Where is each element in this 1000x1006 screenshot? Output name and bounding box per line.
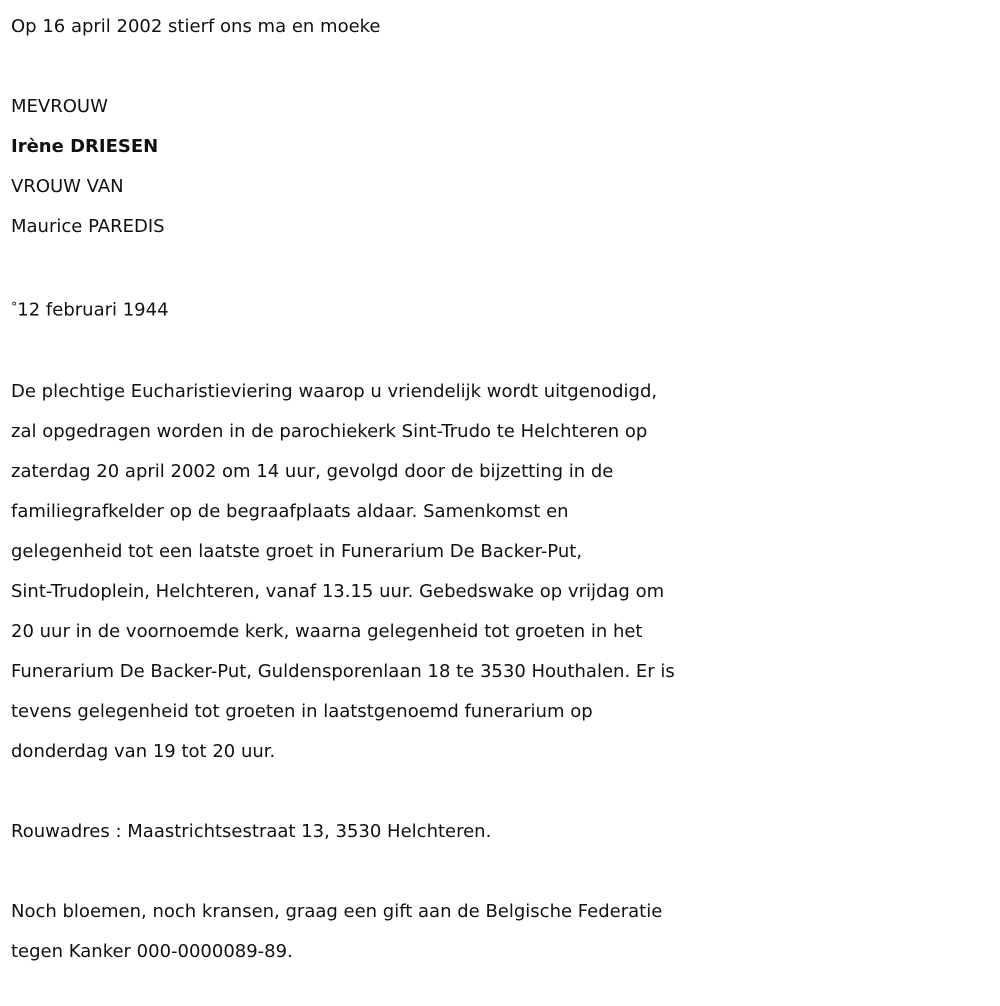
deceased-name: Irène DRIESEN bbox=[11, 136, 159, 157]
birth-date: 12 februari 1944 bbox=[17, 299, 169, 321]
ceremony-line: gelegenheid tot een laatste groet in Funerarium De Backer-Put, bbox=[11, 541, 583, 563]
ceremony-line: familiegrafkelder op de begraafplaats aldaar. Samenkomst en bbox=[11, 501, 569, 523]
ceremony-line: Sint-Trudoplein, Helchteren, vanaf 13.15 uur. Gebedswake op vrijdag om bbox=[11, 581, 665, 603]
relation-text: VROUW VAN bbox=[11, 176, 124, 197]
ceremony-line: zal opgedragen worden in de parochiekerk Sint-Trudo te Helchteren op bbox=[11, 421, 648, 443]
spacer bbox=[11, 330, 991, 372]
spouse-name: Maurice PAREDIS bbox=[11, 216, 165, 237]
spacer bbox=[11, 852, 991, 892]
ceremony-line: Funerarium De Backer-Put, Guldensporenlaan 18 te 3530 Houthalen. Er is bbox=[11, 661, 675, 683]
ceremony-line: zaterdag 20 april 2002 om 14 uur, gevolgd door de bijzetting in de bbox=[11, 461, 614, 483]
flowers-paragraph bbox=[11, 892, 991, 972]
spacer bbox=[11, 772, 991, 812]
ceremony-line: donderdag van 19 tot 20 uur. bbox=[11, 741, 276, 763]
title-text: MEVROUW bbox=[11, 96, 108, 117]
flowers-line: tegen Kanker 000-0000089-89. bbox=[11, 941, 293, 963]
obituary-notice bbox=[11, 7, 991, 972]
spacer bbox=[11, 47, 991, 87]
birth-line bbox=[11, 287, 991, 330]
flowers-line: Noch bloemen, noch kransen, graag een gift aan de Belgische Federatie bbox=[11, 901, 663, 923]
mourning-address: Rouwadres : Maastrichtsestraat 13, 3530 Helchteren. bbox=[11, 821, 492, 843]
birth-symbol: ° bbox=[11, 299, 18, 314]
ceremony-line: tevens gelegenheid tot groeten in laatstgenoemd funerarium op bbox=[11, 701, 593, 723]
intro-text: Op 16 april 2002 stierf ons ma en moeke bbox=[11, 16, 381, 37]
spacer bbox=[11, 247, 991, 287]
ceremony-line: 20 uur in de voornoemde kerk, waarna gelegenheid tot groeten in het bbox=[11, 621, 643, 643]
ceremony-line: De plechtige Eucharistieviering waarop u vriendelijk wordt uitgenodigd, bbox=[11, 381, 658, 403]
ceremony-paragraph bbox=[11, 372, 991, 772]
